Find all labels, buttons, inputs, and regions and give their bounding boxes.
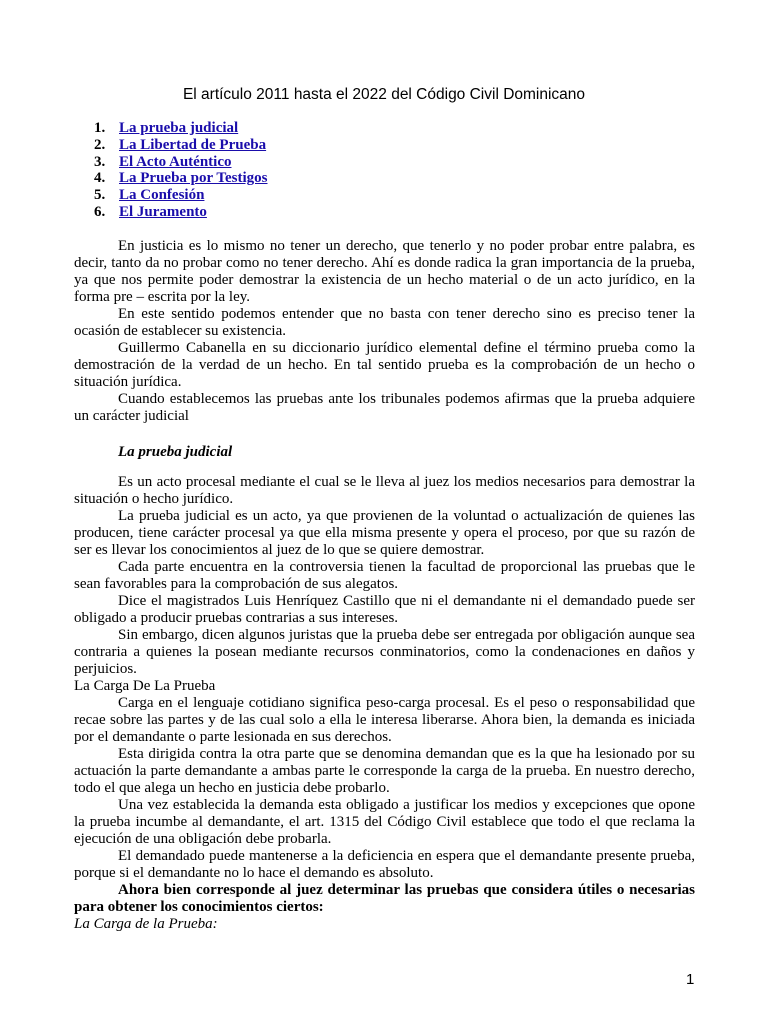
- section-heading: La prueba judicial: [118, 444, 233, 460]
- bold-paragraph: Ahora bien corresponde al juez determinar las pruebas que considera útiles o necesarias para obtener los conocimientos ciertos:: [74, 882, 695, 915]
- toc-link-libertad-de-prueba[interactable]: La Libertad de Prueba: [119, 136, 267, 153]
- paragraph: Esta dirigida contra la otra parte que se denomina demandan que es la que ha lesionado por su actuación la parte demandante a ambas parte le corresponde la carga de la prueba. En nuestro derecho, todo el que alega un hecho en justicia debe probarlo.: [74, 746, 695, 796]
- paragraph: Es un acto procesal mediante el cual se le lleva al juez los medios necesarios para demostrar la situación o hecho jurídico.: [74, 474, 695, 507]
- toc-number: 5.: [94, 187, 106, 204]
- paragraph: Una vez establecida la demanda esta obligado a justificar los medios y excepciones que opone la prueba incumbe al demandante, el art. 1315 del Código Civil establece que todo el que reclama la ejecución de una obligación debe probarla.: [74, 797, 695, 847]
- toc-number: 6.: [94, 203, 106, 220]
- paragraph: La prueba judicial es un acto, ya que provienen de la voluntad o actualización de quienes las producen, tiene carácter procesal ya que ella misma presente y opera el proceso, por que su razón de ser es llevar los conocimientos al juez de lo que se quiere demostrar.: [74, 508, 695, 558]
- paragraph: Cuando establecemos las pruebas ante los tribunales podemos afirmas que la prueba adquiere un carácter judicial: [74, 391, 695, 424]
- toc-number: 1.: [94, 120, 106, 136]
- toc-item: [94, 204, 268, 221]
- toc-link-prueba-judicial[interactable]: La prueba judicial: [119, 120, 239, 136]
- page-number: 1: [686, 971, 695, 988]
- toc-number: 2.: [94, 136, 106, 153]
- toc-link-juramento[interactable]: El Juramento: [119, 203, 207, 220]
- toc-number: 4.: [94, 170, 106, 187]
- document-title: El artículo 2011 hasta el 2022 del Código Civil Dominicano: [182, 86, 586, 103]
- toc-item: [94, 154, 268, 171]
- closing-heading: La Carga de la Prueba:: [74, 916, 218, 932]
- subsection-heading: La Carga De La Prueba: [74, 678, 216, 694]
- paragraph: Dice el magistrados Luis Henríquez Castillo que ni el demandante ni el demandado puede ser obligado a producir pruebas contrarias a sus intereses.: [74, 593, 695, 626]
- paragraph: En este sentido podemos entender que no basta con tener derecho sino es preciso tener la ocasión de establecer su existencia.: [74, 306, 695, 339]
- toc-link-acto-autentico[interactable]: El Acto Auténtico: [119, 153, 232, 170]
- toc-item: [94, 137, 268, 154]
- paragraph: El demandado puede mantenerse a la deficiencia en espera que el demandante presente prueba, porque si el demandante no lo hace el demando es absoluto.: [74, 848, 695, 881]
- toc-item: [94, 187, 268, 204]
- toc-item: [94, 170, 268, 187]
- toc-link-confesion[interactable]: La Confesión: [119, 187, 205, 204]
- toc-item: [94, 120, 268, 137]
- toc-link-prueba-por-testigos[interactable]: La Prueba por Testigos: [119, 170, 268, 187]
- table-of-contents: [94, 120, 268, 221]
- document-body: [74, 238, 695, 933]
- toc-number: 3.: [94, 153, 106, 170]
- paragraph: Guillermo Cabanella en su diccionario jurídico elemental define el término prueba como la demostración de la verdad de un hecho. En tal sentido prueba es la comprobación de un hecho o situación jurídica.: [74, 340, 695, 390]
- paragraph: Sin embargo, dicen algunos juristas que la prueba debe ser entregada por obligación aunque sea contraria a quienes la posean mediante recursos conminatorios, como la condenaciones en daños y perjuicios.: [74, 627, 695, 677]
- paragraph: En justicia es lo mismo no tener un derecho, que tenerlo y no poder probar entre palabra, es decir, tanto da no probar como no tener derecho. Ahí es donde radica la gran importancia de la prueba, ya que nos permite poder demostrar la existencia de un hecho material o de un acto jurídico, en la forma pre – escrita por la ley.: [74, 238, 695, 305]
- paragraph: Cada parte encuentra en la controversia tienen la facultad de proporcional las pruebas que le sean favorables para la comprobación de sus alegatos.: [74, 559, 695, 592]
- paragraph: Carga en el lenguaje cotidiano significa peso-carga procesal. Es el peso o responsabilidad que recae sobre las partes y de las cual solo a ella le interesa liberarse. Ahora bien, la demanda es iniciada por el demandante o parte lesionada en sus derechos.: [74, 695, 695, 745]
